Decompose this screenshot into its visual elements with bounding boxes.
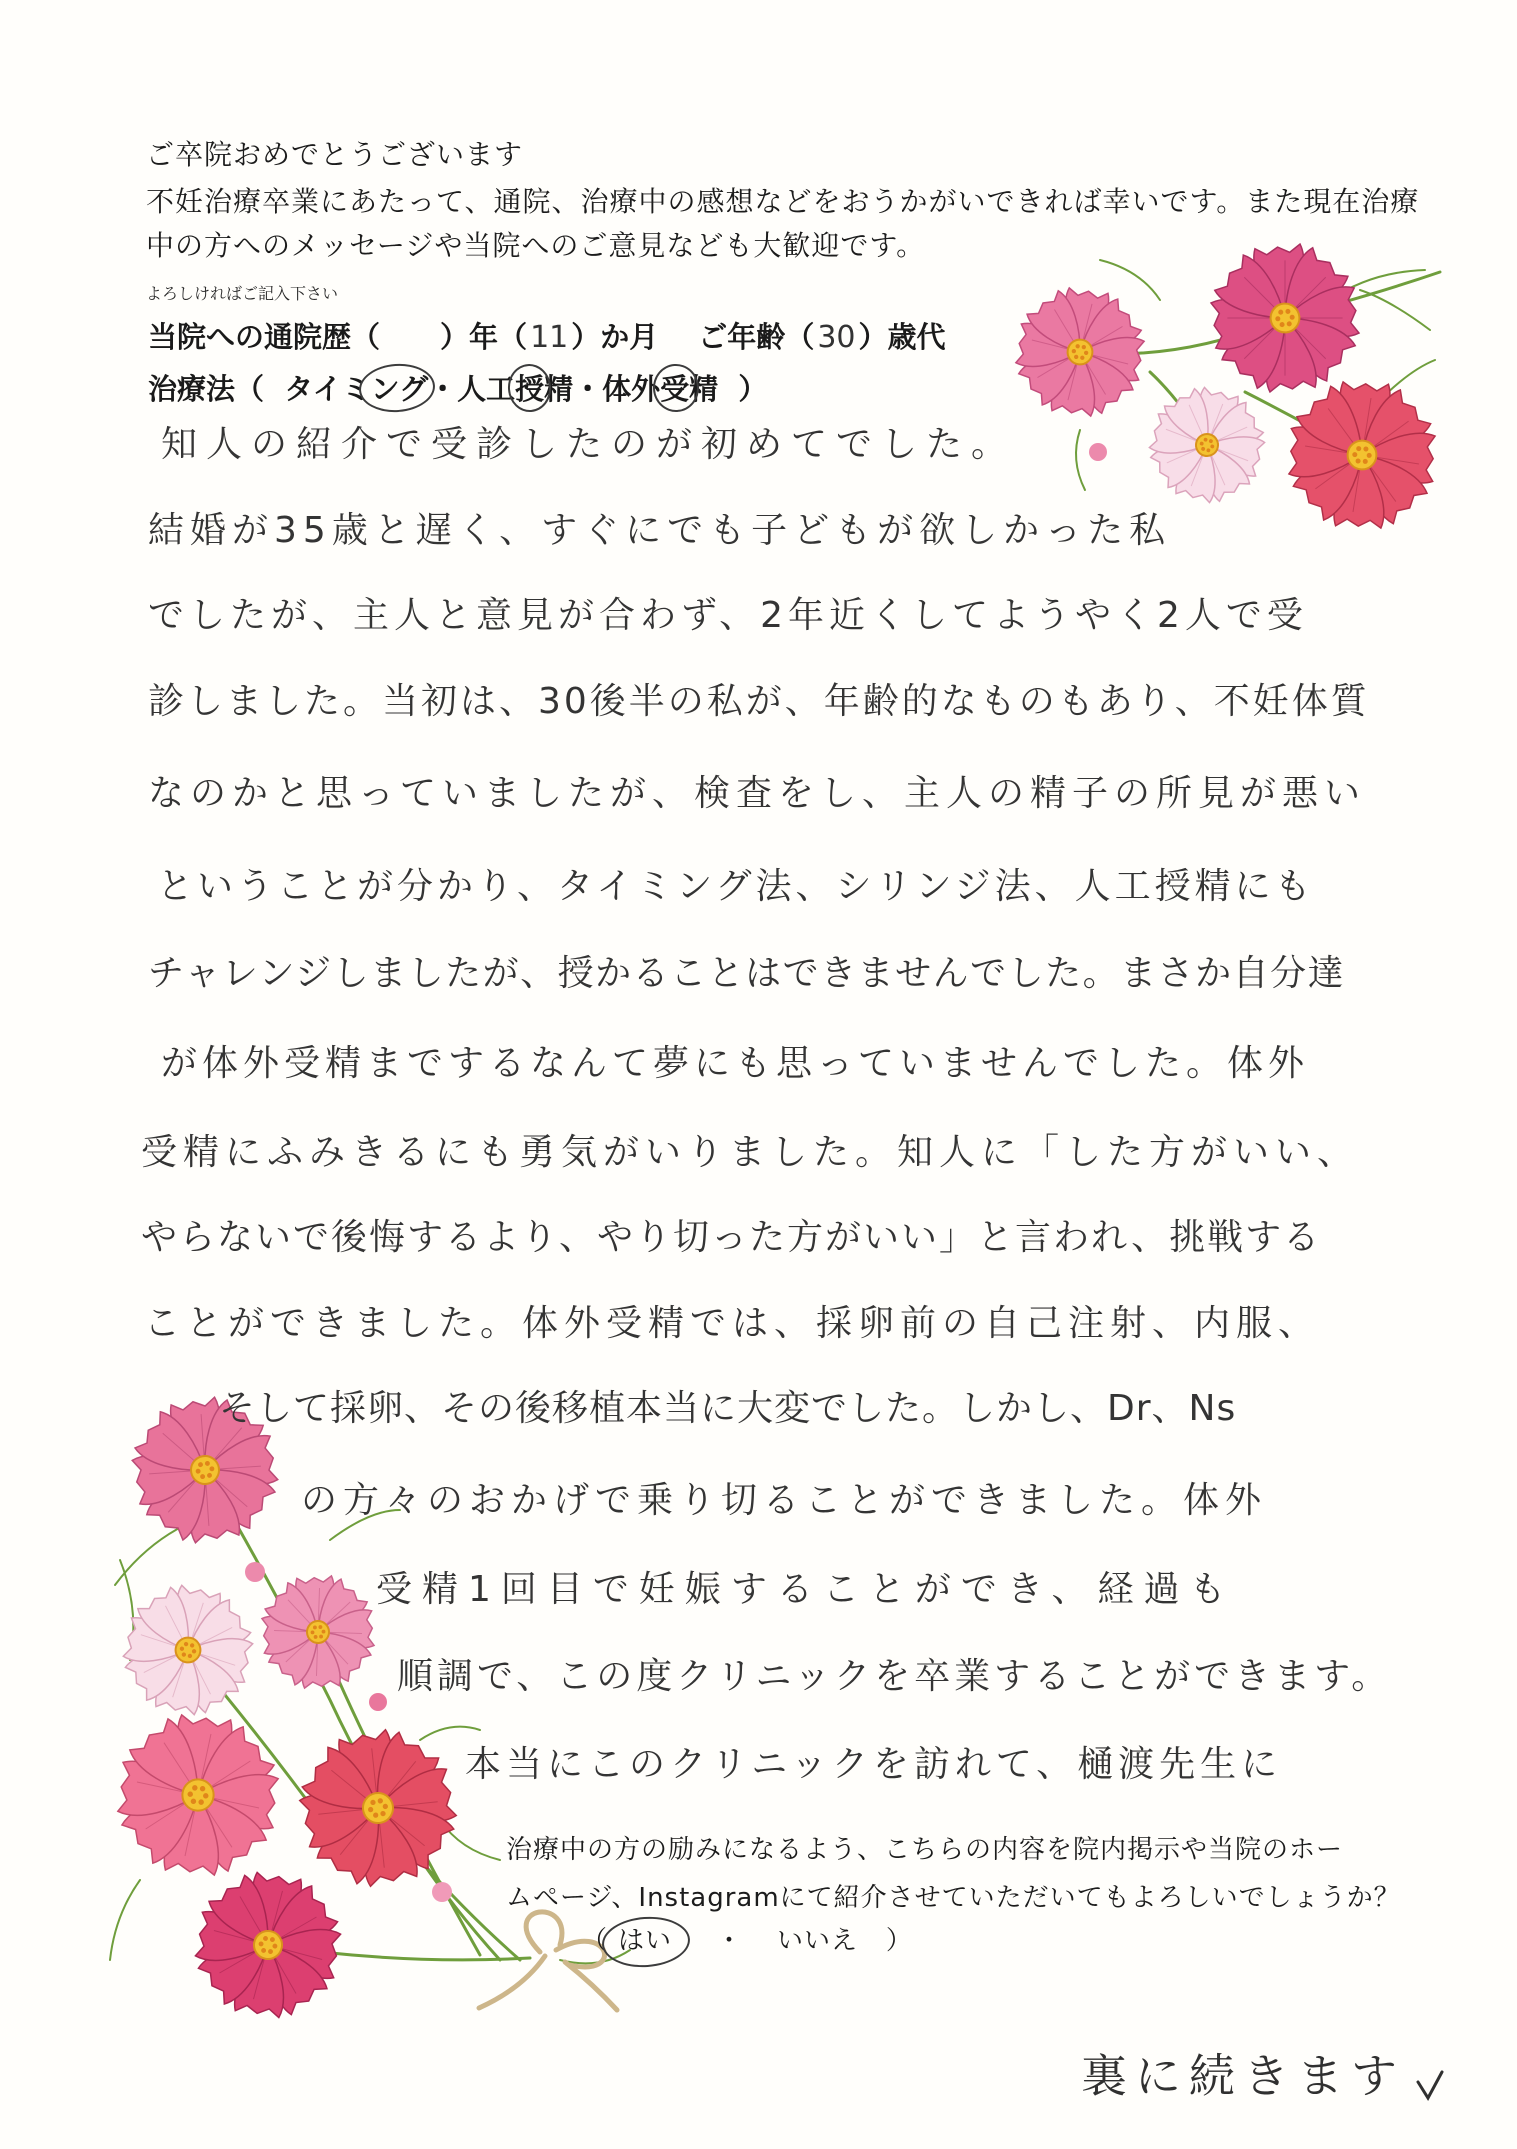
message-line: が体外受精までするなんて夢にも思っていませんでした。体外 xyxy=(161,1043,1310,1084)
bud xyxy=(432,1882,452,1902)
cosmos-flower xyxy=(259,1573,376,1690)
bow-loop xyxy=(526,1912,562,1952)
treatment-option-label: 体外受精 xyxy=(602,372,719,406)
separator: ・ xyxy=(428,372,458,406)
congrats-heading: ご卒院おめでとうございます xyxy=(146,138,524,171)
paren-close: ） xyxy=(440,320,470,354)
separator: ・ xyxy=(716,1926,744,1956)
leaf xyxy=(1076,430,1085,490)
age-value: 30 xyxy=(817,320,856,355)
bud xyxy=(1089,443,1107,461)
cosmos-flower xyxy=(1010,282,1150,422)
choice-yes xyxy=(608,1925,682,1957)
message-line: 本当にこのクリニックを訪れて、樋渡先生に xyxy=(465,1744,1283,1785)
paren-open: （ xyxy=(581,1926,609,1956)
consent-choices xyxy=(581,1925,913,1957)
paren-close: ） xyxy=(858,320,888,354)
treatment-option-timing xyxy=(284,370,428,408)
intro-text-line-1: 不妊治療卒業にあたって、通院、治療中の感想などをおうかがいできれば幸いです。また現在治療 xyxy=(146,185,1420,218)
check-mark xyxy=(1418,2072,1442,2098)
continued-on-back-note: 裏に続きます xyxy=(1081,2049,1405,2103)
separator: ・ xyxy=(573,372,603,406)
message-line: ことができました。体外受精では、採卵前の自己注射、内服、 xyxy=(144,1303,1321,1344)
months-value: 11 xyxy=(530,320,569,355)
message-line: でしたが、主人と意見が合わず、2年近くしてようやく2人で受 xyxy=(148,595,1308,636)
flower-center xyxy=(306,1620,329,1643)
message-line: 結婚が35歳と遅く、すぐにでも子どもが欲しかった私 xyxy=(148,510,1172,551)
paren-close: ） xyxy=(738,372,768,406)
message-line: やらないで後悔するより、やり切った方がいい」と言われ、挑戦する xyxy=(141,1217,1322,1258)
message-line: 順調で、この度クリニックを卒業することができます。 xyxy=(397,1656,1392,1697)
age-unit: 歳代 xyxy=(887,320,946,354)
message-line: チャレンジしましたが、授かることはできませんでした。まさか自分達 xyxy=(148,953,1346,994)
paren-open: （ xyxy=(498,320,528,354)
intro-text-line-2: 中の方へのメッセージや当院へのご意見なども大歓迎です。 xyxy=(146,229,926,262)
bud xyxy=(369,1693,387,1711)
leaf xyxy=(110,1880,140,1960)
visit-history-row xyxy=(148,318,946,357)
age-label: ご年齢 xyxy=(698,320,786,354)
paren-close: ） xyxy=(571,320,601,354)
cosmos-flower xyxy=(114,1576,261,1723)
treatment-option-ivf xyxy=(602,370,718,408)
treatment-option-label: 人工授精 xyxy=(457,372,574,406)
message-line: ということが分かり、タイミング法、シリンジ法、人工授精にも xyxy=(157,866,1315,907)
paren-close: ） xyxy=(885,1926,913,1956)
message-line: の方々のおかげで乗り切ることができました。体外 xyxy=(301,1480,1268,1521)
years-unit: 年 xyxy=(469,320,499,354)
months-unit: か月 xyxy=(600,320,659,354)
message-line: なのかと思っていましたが、検査をし、主人の精子の所見が悪い xyxy=(148,773,1367,814)
treatment-option-iui xyxy=(457,370,573,408)
bud xyxy=(245,1562,265,1582)
cosmos-flower xyxy=(188,1865,348,2025)
fill-in-note: よろしければご記入下さい xyxy=(146,284,339,303)
message-line: そして採卵、その後移植本当に大変でした。しかし、Dr、Ns xyxy=(219,1388,1237,1429)
choice-no-label: いいえ xyxy=(777,1926,859,1956)
cosmos-flower xyxy=(289,1719,467,1897)
bow-tail xyxy=(479,1956,545,2008)
cosmos-flower xyxy=(1286,379,1437,530)
consent-question-line-1: 治療中の方の励みになるよう、こちらの内容を院内掲示や当院のホー xyxy=(506,1835,1344,1865)
treatment-label: 治療法 xyxy=(148,372,236,406)
message-line: 診しました。当初は、30後半の私が、年齢的なものもあり、不妊体質 xyxy=(148,681,1370,722)
bow-tail xyxy=(565,1962,617,2010)
paren-open: （ xyxy=(351,320,381,354)
leaf xyxy=(1360,290,1430,330)
flower-center xyxy=(1347,440,1377,470)
leaf xyxy=(420,1727,480,1740)
cosmos-flower xyxy=(1206,239,1364,397)
leaf xyxy=(1100,260,1160,300)
history-label: 当院への通院歴 xyxy=(148,320,352,354)
paren-open: （ xyxy=(235,372,265,406)
treatment-row xyxy=(148,370,767,408)
message-line: 知人の紹介で受診したのが初めてでした。 xyxy=(161,424,1017,465)
consent-question-line-2: ムページ、Instagramにて紹介させていただいてもよろしいでしょうか？ xyxy=(506,1883,1401,1913)
choice-yes-label: はい xyxy=(618,1926,673,1956)
paren-open: （ xyxy=(785,320,815,354)
message-line: 受精にふみきるにも勇気がいりました。知人に「した方がいい、 xyxy=(141,1132,1360,1173)
message-line: 受精1回目で妊娠することができ、経過も xyxy=(376,1569,1236,1610)
treatment-option-label: タイミング xyxy=(284,372,429,406)
hand-drawn-circle xyxy=(357,361,436,414)
